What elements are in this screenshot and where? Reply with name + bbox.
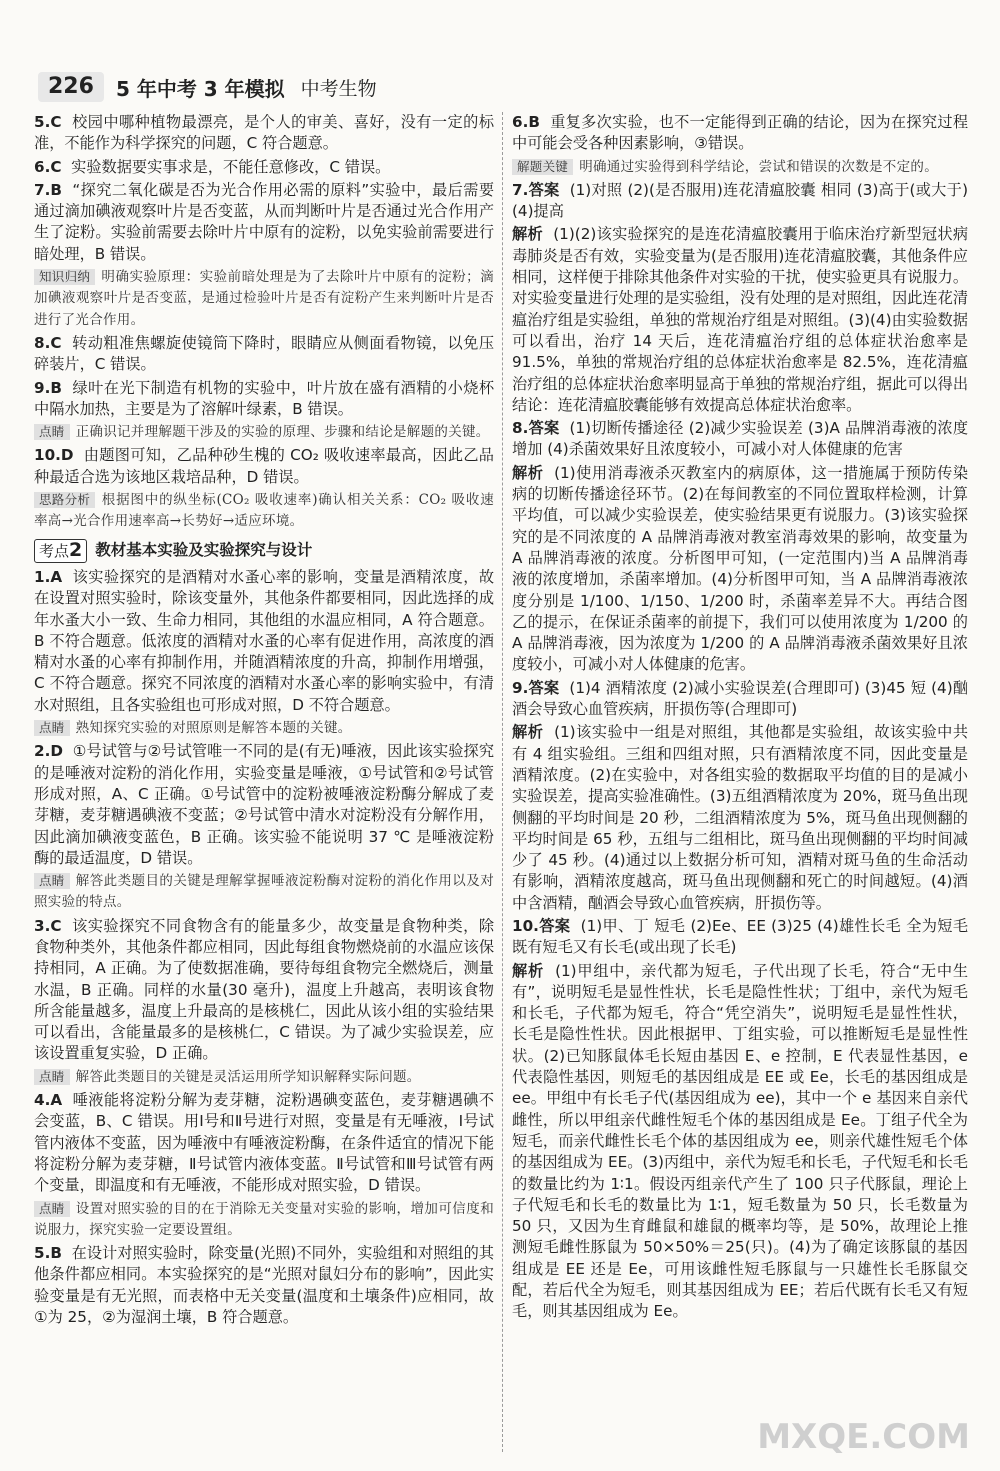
analysis-block: 解析 (1)甲组中，亲代都为短毛，子代出现了长毛，符合“无中生有”，说明短毛是显性性状，长毛是隐性性状；丁组中，亲代为短毛和长毛，子代都为短毛，符合“凭空消失”，说明短毛是显性性状，长毛是隐性性状。因此根据甲、丁组实验，可以推断短毛是显性性状。(2)已知豚鼠体毛长短由基因 E、e 控制，E 代表显性基因，e 代表隐性基因，则短毛的基因组成是 EE 或 Ee，长毛的基因组成是 ee。甲组中有长毛子代(基因组成为 ee)，其中一个 e 基因来自亲代雌性，所以甲组亲代雌性短毛个体的基因组成是 Ee。丁组子代全为短毛，而亲代雌性长毛个体的基因组成为 ee，则亲代雄性短毛个体的基因组成为 EE。(3)丙组中，亲代为短毛和长毛，子代短毛和长毛的数量比约为 1∶1。假设丙组亲代产生了 100 只子代豚鼠，理论上子代短毛和长毛的数量比为 1∶1，短毛数量为 50 只，长毛数量为 50 只，又因为生育雌鼠和雄鼠的概率均等，是 50%，故理论上推测短毛雌性豚鼠为 50×50%＝25(只)。(4)为了确定该豚鼠的基因组成是 EE 还是 Ee，可用该雌性短毛豚鼠与一只雄性长毛豚鼠交配，若后代全为短毛，则其基因组成为 EE；若后代既有长毛又有短毛，则其基因组成为 Ee。 [512, 961, 969, 1321]
analysis-label: 解析 [512, 961, 544, 980]
analysis-label: 解析 [512, 463, 544, 482]
answer-item: 8.C 转动粗准焦螺旋使镜筒下降时，眼睛应从侧面看物镜，以免压碎装片，C 错误。 [34, 333, 495, 374]
subject-title: 中考生物 [300, 77, 377, 100]
analysis-label: 解析 [512, 723, 544, 742]
analysis-block: 解析 (1)(2)该实验探究的是连花清瘟胶囊用于临床治疗新型冠状病毒肺炎是否有效，实验变量为(是否服用)连花清瘟胶囊，其他条件应相同，这样便于排除其他条件对实验的干扰，使实验更具有说服力。对实验变量进行处理的是实验组，没有处理的是对照组，因此连花清瘟治疗组是实验组，单独的常规治疗组是对照组。(3)(4)由实验数据可以看出，治疗 14 天后，连花清瘟治疗组的总体症状治愈率是 91.5%，单独的常规治疗组的总体症状治愈率是 82.5%，连花清瘟治疗组的总体症状治愈率明显高于单独的常规治疗组，据此可以得出结论：连花清瘟胶囊能够有效提高总体症状治愈率。 [512, 225, 969, 414]
answer-item: 6.C 实验数据要实事求是，不能任意修改，C 错误。 [34, 157, 391, 176]
right-column [512, 112, 968, 1325]
tip-tag: 思路分析 [34, 492, 95, 508]
answer-item: 7.B “探究二氧化碳是否为光合作用必需的原料”实验中，最后需要通过滴加碘液观察叶片是否变蓝，从而判断叶片是否通过光合作用产生了淀粉。实验前需要去除叶片中原有的淀粉，以免实验前需要进行暗处理，B 错误。 [34, 180, 495, 263]
tip-note: 点睛 解答此类题目的关键是理解掌握唾液淀粉酶对淀粉的消化作用以及对照实验的特点。 [34, 873, 494, 911]
tip-note: 知识归纳 明确实验原理：实验前暗处理是为了去除叶片中原有的淀粉；滴加碘液观察叶片是否变蓝，是通过检验叶片是否有淀粉产生来判断叶片是否进行了光合作用。 [34, 269, 494, 328]
tip-tag: 知识归纳 [34, 269, 95, 285]
tip-tag: 解题关键 [512, 159, 573, 175]
analysis-block: 解析 (1)使用消毒液杀灭教室内的病原体，这一措施属于预防传染病的切断传播途径环节。(2)在每间教室的不同位置取样检测，计算平均值，可以减少实验误差，使实验结果更有说服力。(3)该实验探究的是不同浓度的 A 品牌消毒液对教室消毒效果的影响，故变量为 A 品牌消毒液的浓度。分析图甲可知，(一定范围内)当 A 品牌消毒液的浓度增加，杀菌率增加。(4)分析图甲可知，当 A 品牌消毒液浓度分别是 1/100、1/150、1/200 时，杀菌率差异不大。再结合图乙的提示，在保证杀菌率的前提下，我们可以使用浓度为 1/200 的 A 品牌消毒液，因为浓度为 1/200 的 A 品牌消毒液杀菌效果好且浓度较小，可减小对人体健康的危害。 [512, 463, 969, 674]
analysis-label: 解析 [512, 225, 543, 244]
tip-note: 点睛 解答此类题目的关键是灵活运用所学知识解释实际问题。 [34, 1067, 494, 1088]
answer-item: 10.答案 (1)甲、丁 短毛 (2)Ee、EE (3)25 (4)雄性长毛 全为短毛 既有短毛又有长毛(或出现了长毛) [512, 916, 969, 957]
tip-tag: 点睛 [34, 424, 70, 440]
answer-label: 答案 [528, 180, 560, 199]
answer-item: 6.B 重复多次实验，也不一定能得到正确的结论，因为在探究过程中可能会受各种因素影响，③错误。 [512, 113, 969, 153]
answer-item: 7.答案 (1)对照 (2)(是否服用)连花清瘟胶囊 相同 (3)高于(或大于) (4)提高 [512, 180, 969, 221]
tip-tag: 点睛 [34, 720, 70, 736]
tip-tag: 点睛 [34, 1069, 70, 1085]
answer-item: 5.B 在设计对照实验时，除变量(光照)不同外，实验组和对照组的其他条件都应相同。本实验探究的是“光照对鼠妇分布的影响”，因此实验变量是有无光照，而表格中无关变量(温度和土壤条件)应相同，故①为 25，②为湿润土壤，B 符合题意。 [34, 1244, 495, 1327]
answer-item: 4.A 唾液能将淀粉分解为麦芽糖，淀粉遇碘变蓝色，麦芽糖遇碘不会变蓝，B、C 错误。用Ⅰ号和Ⅱ号进行对照，变量是有无唾液，Ⅰ号试管内液体不变蓝，因为唾液中有唾液淀粉酶，在条件适宜的情况下能将淀粉分解为麦芽糖，Ⅱ号试管内液体变蓝。Ⅱ号试管和Ⅲ号试管有两个变量，即温度和有无唾液，不能形成对照实验，D 错误。 [34, 1091, 495, 1195]
column-divider [502, 112, 503, 1452]
page-number: 226 [38, 72, 104, 102]
tip-note: 点睛 熟知探究实验的对照原则是解答本题的关键。 [34, 718, 494, 739]
left-column [34, 112, 494, 1330]
answer-item: 8.答案 (1)切断传播途径 (2)减少实验误差 (3)A 品牌消毒液的浓度 增加 (4)杀菌效果好且浓度较小，可减小对人体健康的危害 [512, 419, 969, 459]
answer-item: 9.B 绿叶在光下制造有机物的实验中，叶片放在盛有酒精的小烧杯中隔水加热，主要是为了溶解叶绿素，B 错误。 [34, 378, 495, 418]
page-header [38, 70, 377, 104]
answer-item: 9.答案 (1)4 酒精浓度 (2)减小实验误差(合理即可) (3)45 短 (4)酗酒会导致心血管疾病，肝损伤等(合理即可) [512, 678, 969, 719]
section-title: 教材基本实验及实验探究与设计 [95, 541, 313, 560]
book-title: 5 年中考 3 年模拟 [115, 76, 285, 101]
answer-item: 3.C 该实验探究不同食物含有的能量多少，故变量是食物种类，除食物种类外，其他条件都应相同，因此每组食物燃烧前的水温应该保持相同，A 正确。为了使数据准确，要待每组食物完全燃烧后，测量水温，B 正确。同样的水量(30 毫升)，温度上升越高，表明该食物所含能量越多，温度上升最高的是核桃仁，因此从该小组的实验结果可以看出，含能量最多的是核桃仁，C 错误。为了减少实验误差，应该设置重复实验，D 正确。 [34, 916, 495, 1063]
answer-label: 答案 [528, 678, 560, 697]
tip-tag: 点睛 [34, 873, 70, 889]
tip-note: 点睛 设置对照实验的目的在于消除无关变量对实验的影响，增加可信度和说服力，探究实验一定要设置组。 [34, 1200, 494, 1238]
section-badge: 考点2 [34, 539, 87, 563]
tip-note: 点睛 正确识记并理解题干涉及的实验的原理、步骤和结论是解题的关键。 [34, 422, 494, 443]
site-watermark: MXQE.COM [757, 1417, 970, 1457]
answer-item: 10.D 由题图可知，乙品种砂生槐的 CO₂ 吸收速率最高，因此乙品种最适合选为该地区栽培品种，D 错误。 [34, 446, 494, 486]
answer-label: 答案 [538, 916, 571, 935]
analysis-block: 解析 (1)该实验中一组是对照组，其他都是实验组，故该实验中共有 4 组实验组。三组和四组对照，只有酒精浓度不同，因此变量是酒精浓度。(2)在实验中，对各组实验的数据取平均值的目的是减小实验误差，提高实验准确性。(3)五组酒精浓度为 20%，斑马鱼出现侧翻的平均时间是 20 秒，二组酒精浓度为 5%，斑马鱼出现侧翻的平均时间是 65 秒，五组与二组相比，斑马鱼出现侧翻的平均时间减少了 45 秒。(4)通过以上数据分析可知，酒精对斑马鱼的生命活动有影响，酒精浓度越高，斑马鱼出现侧翻和死亡的时间越短。(4)酒中含酒精，酗酒会导致心血管疾病，肝损伤等。 [512, 723, 969, 912]
answer-label: 答案 [528, 419, 560, 438]
tip-note: 解题关键 明确通过实验得到科学结论，尝试和错误的次数是不定的。 [512, 157, 968, 178]
answer-item: 2.D ①号试管与②号试管唯一不同的是(有无)唾液，因此该实验探究的是唾液对淀粉的消化作用，实验变量是唾液，①号试管和②号试管形成对照，A、C 正确。①号试管中的淀粉被唾液淀粉酶分解成了麦芽糖，麦芽糖遇碘液不变蓝；②号试管中清水对淀粉没有分解作用，因此滴加碘液变蓝色，B 正确。该实验不能说明 37 ℃ 是唾液淀粉酶的最适温度，D 错误。 [34, 742, 495, 867]
answer-item: 5.C 校园中哪种植物最漂亮，是个人的审美、喜好，没有一定的标准，不能作为科学探究的问题，C 符合题意。 [34, 113, 495, 153]
section-heading [34, 539, 494, 563]
answer-item: 1.A 该实验探究的是酒精对水蚤心率的影响，变量是酒精浓度，故在设置对照实验时，除该变量外，其他条件都要相同，因此选择的成年水蚤大小一致、生命力相同，其他组的水温应相同，A 符合题意。B 不符合题意。低浓度的酒精对水蚤的心率有促进作用，高浓度的酒精对水蚤的心率有抑制作用，并随酒精浓度的升高，抑制作用增强，C 不符合题意。探究不同浓度的酒精对水蚤心率的影响实验中，有清水对照组，且各实验组也可形成对照，D 不符合题意。 [34, 567, 495, 714]
tip-note: 思路分析 根据图中的纵坐标(CO₂ 吸收速率)确认相关关系：CO₂ 吸收速率高→光合作用速率高→长势好→适应环境。 [34, 492, 494, 530]
tip-tag: 点睛 [34, 1201, 70, 1217]
